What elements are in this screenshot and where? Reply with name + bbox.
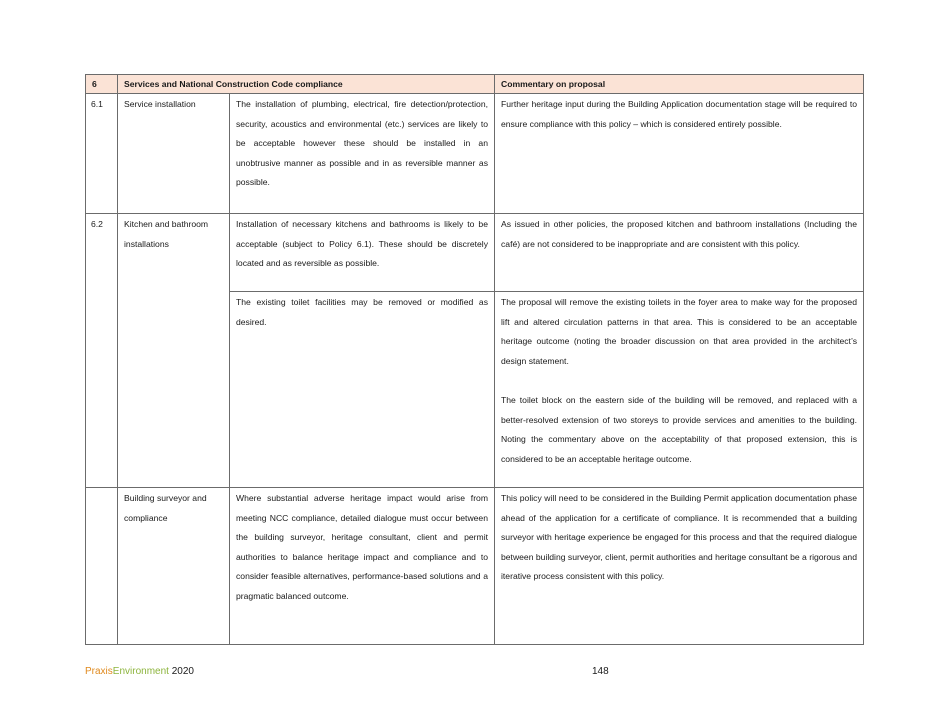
row-topic: Kitchen and bathroom installations <box>118 214 230 292</box>
footer-brand <box>85 665 194 679</box>
row-number: 6.1 <box>86 94 118 214</box>
commentary-heading: Commentary on proposal <box>495 75 864 94</box>
row-number: 6.2 <box>86 214 118 292</box>
row-commentary <box>495 488 864 645</box>
row-topic: Building surveyor and compliance <box>118 488 230 645</box>
page-number: 148 <box>592 666 609 677</box>
row-policy: The existing toilet facilities may be removed or modified as desired. <box>230 292 495 488</box>
footer-year: 2020 <box>168 666 194 677</box>
row-topic <box>118 292 230 488</box>
row-number <box>86 292 118 488</box>
commentary-paragraph: As issued in other policies, the proposed kitchen and bathroom installations (Including the café) are not considered to be inappropriate and are consistent with this policy. <box>501 219 857 249</box>
commentary-paragraph: This policy will need to be considered in the Building Permit application documentation phase ahead of the application for a certificate of compliance. It is recommended that a building surveyor with heritage experience be engaged for this process and that the required dialogue between building surveyor, client, permit authorities and heritage consultant be a rigorous and iterative process consistent with this policy. <box>501 493 857 582</box>
table-row <box>86 94 864 214</box>
row-number <box>86 488 118 645</box>
table-row <box>86 214 864 292</box>
brand-praxis: Praxis <box>85 666 113 677</box>
table-row <box>86 488 864 645</box>
table-row <box>86 292 864 488</box>
commentary-paragraph: The proposal will remove the existing toilets in the foyer area to make way for the proposed lift and altered circulation patterns in that area. This is considered to be an acceptable heritage outcome (noting the broader discussion on that area provided in the architect’s design statement. <box>501 297 857 366</box>
row-topic: Service installation <box>118 94 230 214</box>
section-number: 6 <box>86 75 118 94</box>
commentary-paragraph: The toilet block on the eastern side of the building will be removed, and replaced with a better-resolved extension of two storeys to provide services and amenities to the building. Noting the commentary above on the acceptability of that proposed extension, this is considered to be an acceptable heritage outcome. <box>501 394 857 464</box>
row-policy: The installation of plumbing, electrical, fire detection/protection, security, acoustics and environmental (etc.) services are likely to be acceptable however these should be installed in an unobtrusive manner as possible and in as reversible manner as possible. <box>230 94 495 214</box>
row-policy: Where substantial adverse heritage impact would arise from meeting NCC compliance, detailed dialogue must occur between the building surveyor, heritage consultant, client and permit authorities to balance heritage impact and compliance and to consider feasible alternatives, performance-based solutions and a pragmatic balanced outcome. <box>230 488 495 645</box>
row-commentary <box>495 94 864 214</box>
row-policy: Installation of necessary kitchens and bathrooms is likely to be acceptable (subject to Policy 6.1). These should be discretely located and as reversible as possible. <box>230 214 495 292</box>
row-commentary <box>495 292 864 488</box>
section-title: Services and National Construction Code compliance <box>118 75 495 94</box>
policy-table <box>85 74 864 645</box>
commentary-paragraph: Further heritage input during the Building Application documentation stage will be required to ensure compliance with this policy – which is considered entirely possible. <box>501 99 857 129</box>
brand-environment: Environment <box>112 666 169 677</box>
table-header-row <box>86 75 864 94</box>
row-commentary <box>495 214 864 292</box>
